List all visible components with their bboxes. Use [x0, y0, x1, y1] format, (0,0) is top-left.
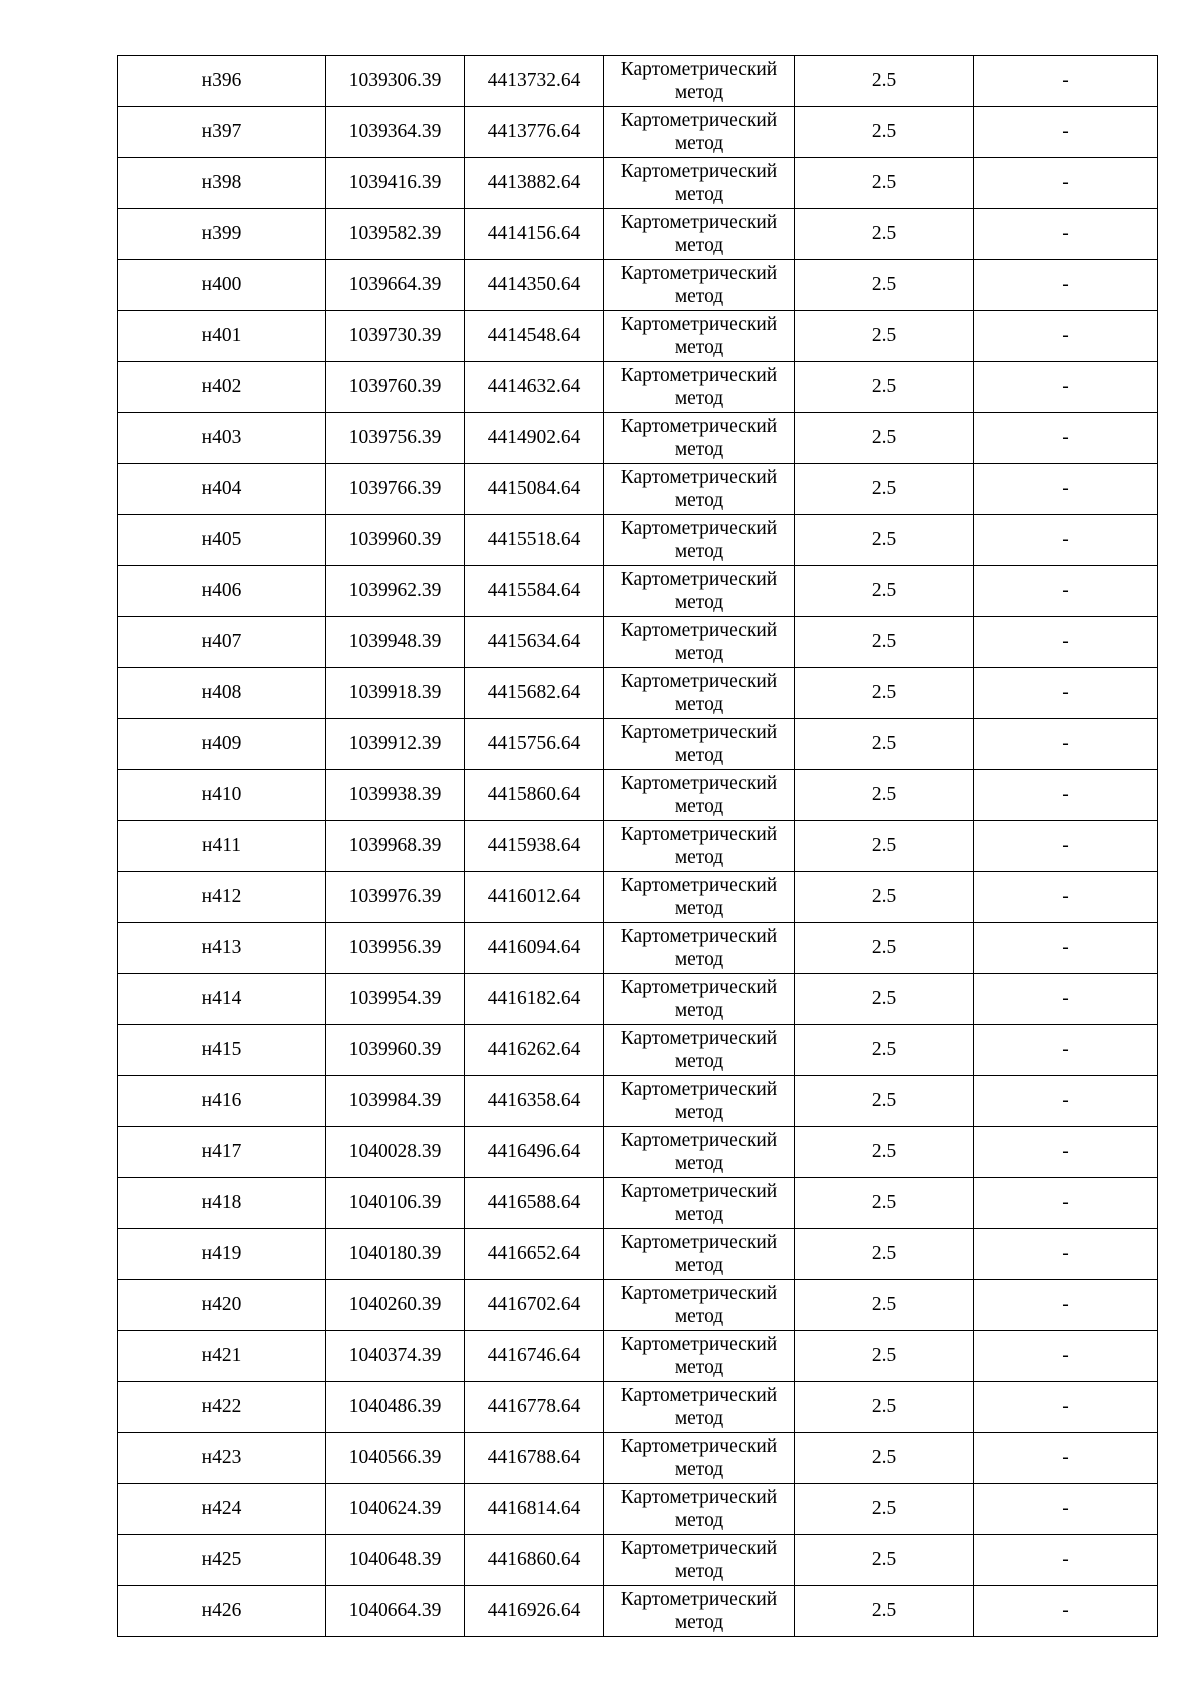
y-coordinate-cell: 4415756.64: [465, 719, 604, 770]
point-number-cell: н409: [118, 719, 326, 770]
method-cell: [604, 362, 795, 413]
table-row: [118, 974, 1158, 1025]
description-cell: -: [974, 1331, 1158, 1382]
method-text-line1: Картометрический: [620, 1333, 778, 1355]
point-number-cell: н396: [118, 56, 326, 107]
description-cell: -: [974, 1178, 1158, 1229]
method-text-line2: метод: [674, 1408, 724, 1429]
method-text-line2: метод: [674, 898, 724, 919]
x-coordinate-cell: 1040566.39: [326, 1433, 465, 1484]
accuracy-cell: 2.5: [795, 1280, 974, 1331]
accuracy-cell: 2.5: [795, 362, 974, 413]
method-cell: [604, 311, 795, 362]
y-coordinate-cell: 4415518.64: [465, 515, 604, 566]
point-number-cell: н397: [118, 107, 326, 158]
method-text-line1: Картометрический: [620, 262, 778, 284]
accuracy-cell: 2.5: [795, 1382, 974, 1433]
method-text-line1: Картометрический: [620, 1435, 778, 1457]
method-cell: [604, 1025, 795, 1076]
method-text-line1: Картометрический: [620, 313, 778, 335]
x-coordinate-cell: 1039730.39: [326, 311, 465, 362]
method-text-line1: Картометрический: [620, 619, 778, 641]
table-row: [118, 1382, 1158, 1433]
accuracy-cell: 2.5: [795, 413, 974, 464]
point-number-cell: н411: [118, 821, 326, 872]
point-number-cell: н413: [118, 923, 326, 974]
method-text-line1: Картометрический: [620, 925, 778, 947]
method-cell: [604, 1076, 795, 1127]
x-coordinate-cell: 1040664.39: [326, 1586, 465, 1637]
accuracy-cell: 2.5: [795, 974, 974, 1025]
table-row: [118, 1076, 1158, 1127]
x-coordinate-cell: 1039766.39: [326, 464, 465, 515]
method-text-line1: Картометрический: [620, 1588, 778, 1610]
point-number-cell: н416: [118, 1076, 326, 1127]
x-coordinate-cell: 1040260.39: [326, 1280, 465, 1331]
table-row: [118, 617, 1158, 668]
point-number-cell: н407: [118, 617, 326, 668]
accuracy-cell: 2.5: [795, 1076, 974, 1127]
x-coordinate-cell: 1039582.39: [326, 209, 465, 260]
accuracy-cell: 2.5: [795, 311, 974, 362]
point-number-cell: н425: [118, 1535, 326, 1586]
y-coordinate-cell: 4414350.64: [465, 260, 604, 311]
method-cell: [604, 515, 795, 566]
table-row: [118, 923, 1158, 974]
method-text-line2: метод: [674, 592, 724, 613]
accuracy-cell: 2.5: [795, 1025, 974, 1076]
method-text-line1: Картометрический: [620, 721, 778, 743]
description-cell: -: [974, 821, 1158, 872]
accuracy-cell: 2.5: [795, 923, 974, 974]
point-number-cell: н405: [118, 515, 326, 566]
y-coordinate-cell: 4416588.64: [465, 1178, 604, 1229]
method-text-line2: метод: [674, 1357, 724, 1378]
x-coordinate-cell: 1040180.39: [326, 1229, 465, 1280]
method-text-line1: Картометрический: [620, 58, 778, 80]
y-coordinate-cell: 4414548.64: [465, 311, 604, 362]
method-text-line1: Картометрический: [620, 976, 778, 998]
x-coordinate-cell: 1039984.39: [326, 1076, 465, 1127]
method-text-line2: метод: [674, 1459, 724, 1480]
y-coordinate-cell: 4415584.64: [465, 566, 604, 617]
point-number-cell: н417: [118, 1127, 326, 1178]
table-row: [118, 821, 1158, 872]
accuracy-cell: 2.5: [795, 566, 974, 617]
method-cell: [604, 1127, 795, 1178]
method-cell: [604, 719, 795, 770]
method-cell: [604, 260, 795, 311]
description-cell: -: [974, 566, 1158, 617]
method-text-line2: метод: [674, 949, 724, 970]
coordinates-table: [117, 55, 1158, 1637]
method-text-line1: Картометрический: [620, 364, 778, 386]
x-coordinate-cell: 1040648.39: [326, 1535, 465, 1586]
table-row: [118, 260, 1158, 311]
method-text-line1: Картометрический: [620, 823, 778, 845]
method-text-line2: метод: [674, 1612, 724, 1633]
x-coordinate-cell: 1039918.39: [326, 668, 465, 719]
y-coordinate-cell: 4416652.64: [465, 1229, 604, 1280]
table-row: [118, 1229, 1158, 1280]
y-coordinate-cell: 4416012.64: [465, 872, 604, 923]
y-coordinate-cell: 4416788.64: [465, 1433, 604, 1484]
method-cell: [604, 107, 795, 158]
method-cell: [604, 56, 795, 107]
method-text-line1: Картометрический: [620, 415, 778, 437]
method-text-line1: Картометрический: [620, 1180, 778, 1202]
method-text-line2: метод: [674, 337, 724, 358]
table-row: [118, 1535, 1158, 1586]
method-text-line2: метод: [674, 286, 724, 307]
x-coordinate-cell: 1039664.39: [326, 260, 465, 311]
table-row: [118, 668, 1158, 719]
method-cell: [604, 464, 795, 515]
table-row: [118, 1484, 1158, 1535]
method-text-line2: метод: [674, 847, 724, 868]
method-text-line1: Картометрический: [620, 466, 778, 488]
table-row: [118, 1331, 1158, 1382]
table-row: [118, 311, 1158, 362]
method-text-line1: Картометрический: [620, 1078, 778, 1100]
description-cell: -: [974, 1382, 1158, 1433]
method-text-line2: метод: [674, 1561, 724, 1582]
method-text-line1: Картометрический: [620, 211, 778, 233]
point-number-cell: н422: [118, 1382, 326, 1433]
x-coordinate-cell: 1039962.39: [326, 566, 465, 617]
x-coordinate-cell: 1039416.39: [326, 158, 465, 209]
accuracy-cell: 2.5: [795, 719, 974, 770]
method-text-line2: метод: [674, 1204, 724, 1225]
point-number-cell: н410: [118, 770, 326, 821]
method-cell: [604, 1535, 795, 1586]
description-cell: -: [974, 1076, 1158, 1127]
table-row: [118, 464, 1158, 515]
description-cell: -: [974, 413, 1158, 464]
y-coordinate-cell: 4416926.64: [465, 1586, 604, 1637]
method-cell: [604, 1433, 795, 1484]
point-number-cell: н406: [118, 566, 326, 617]
y-coordinate-cell: 4416496.64: [465, 1127, 604, 1178]
point-number-cell: н402: [118, 362, 326, 413]
method-text-line2: метод: [674, 745, 724, 766]
point-number-cell: н418: [118, 1178, 326, 1229]
y-coordinate-cell: 4416778.64: [465, 1382, 604, 1433]
method-text-line1: Картометрический: [620, 517, 778, 539]
y-coordinate-cell: 4416094.64: [465, 923, 604, 974]
method-cell: [604, 1178, 795, 1229]
description-cell: -: [974, 311, 1158, 362]
accuracy-cell: 2.5: [795, 1331, 974, 1382]
x-coordinate-cell: 1039364.39: [326, 107, 465, 158]
point-number-cell: н400: [118, 260, 326, 311]
table-row: [118, 56, 1158, 107]
accuracy-cell: 2.5: [795, 1433, 974, 1484]
description-cell: -: [974, 1586, 1158, 1637]
y-coordinate-cell: 4413882.64: [465, 158, 604, 209]
description-cell: -: [974, 1229, 1158, 1280]
method-text-line1: Картометрический: [620, 568, 778, 590]
point-number-cell: н412: [118, 872, 326, 923]
method-cell: [604, 1229, 795, 1280]
y-coordinate-cell: 4415860.64: [465, 770, 604, 821]
description-cell: -: [974, 107, 1158, 158]
description-cell: -: [974, 515, 1158, 566]
method-text-line1: Картометрический: [620, 1537, 778, 1559]
description-cell: -: [974, 464, 1158, 515]
method-text-line2: метод: [674, 643, 724, 664]
y-coordinate-cell: 4415938.64: [465, 821, 604, 872]
accuracy-cell: 2.5: [795, 209, 974, 260]
y-coordinate-cell: 4416814.64: [465, 1484, 604, 1535]
y-coordinate-cell: 4415682.64: [465, 668, 604, 719]
method-text-line2: метод: [674, 1255, 724, 1276]
x-coordinate-cell: 1039938.39: [326, 770, 465, 821]
y-coordinate-cell: 4416860.64: [465, 1535, 604, 1586]
method-text-line2: метод: [674, 82, 724, 103]
table-row: [118, 158, 1158, 209]
description-cell: -: [974, 158, 1158, 209]
description-cell: -: [974, 260, 1158, 311]
accuracy-cell: 2.5: [795, 617, 974, 668]
method-text-line2: метод: [674, 235, 724, 256]
x-coordinate-cell: 1039756.39: [326, 413, 465, 464]
description-cell: -: [974, 770, 1158, 821]
method-text-line1: Картометрический: [620, 160, 778, 182]
method-cell: [604, 1280, 795, 1331]
method-cell: [604, 617, 795, 668]
accuracy-cell: 2.5: [795, 158, 974, 209]
x-coordinate-cell: 1039948.39: [326, 617, 465, 668]
x-coordinate-cell: 1039960.39: [326, 515, 465, 566]
description-cell: -: [974, 1535, 1158, 1586]
method-text-line1: Картометрический: [620, 670, 778, 692]
x-coordinate-cell: 1040486.39: [326, 1382, 465, 1433]
description-cell: -: [974, 719, 1158, 770]
table-row: [118, 566, 1158, 617]
x-coordinate-cell: 1039976.39: [326, 872, 465, 923]
accuracy-cell: 2.5: [795, 1127, 974, 1178]
method-text-line1: Картометрический: [620, 1231, 778, 1253]
description-cell: -: [974, 1127, 1158, 1178]
accuracy-cell: 2.5: [795, 668, 974, 719]
y-coordinate-cell: 4413732.64: [465, 56, 604, 107]
method-text-line2: метод: [674, 1306, 724, 1327]
x-coordinate-cell: 1039960.39: [326, 1025, 465, 1076]
y-coordinate-cell: 4416358.64: [465, 1076, 604, 1127]
method-cell: [604, 158, 795, 209]
accuracy-cell: 2.5: [795, 1178, 974, 1229]
x-coordinate-cell: 1039954.39: [326, 974, 465, 1025]
method-cell: [604, 923, 795, 974]
table-row: [118, 1280, 1158, 1331]
point-number-cell: н423: [118, 1433, 326, 1484]
method-text-line2: метод: [674, 184, 724, 205]
point-number-cell: н403: [118, 413, 326, 464]
y-coordinate-cell: 4414156.64: [465, 209, 604, 260]
accuracy-cell: 2.5: [795, 1535, 974, 1586]
y-coordinate-cell: 4413776.64: [465, 107, 604, 158]
method-cell: [604, 821, 795, 872]
accuracy-cell: 2.5: [795, 1484, 974, 1535]
accuracy-cell: 2.5: [795, 821, 974, 872]
table-row: [118, 515, 1158, 566]
description-cell: -: [974, 974, 1158, 1025]
point-number-cell: н421: [118, 1331, 326, 1382]
method-text-line1: Картометрический: [620, 1129, 778, 1151]
method-text-line2: метод: [674, 490, 724, 511]
accuracy-cell: 2.5: [795, 770, 974, 821]
description-cell: -: [974, 617, 1158, 668]
table-row: [118, 719, 1158, 770]
method-text-line2: метод: [674, 439, 724, 460]
accuracy-cell: 2.5: [795, 56, 974, 107]
method-text-line1: Картометрический: [620, 1027, 778, 1049]
y-coordinate-cell: 4416746.64: [465, 1331, 604, 1382]
method-text-line2: метод: [674, 694, 724, 715]
table-row: [118, 1586, 1158, 1637]
accuracy-cell: 2.5: [795, 1229, 974, 1280]
description-cell: -: [974, 362, 1158, 413]
method-cell: [604, 209, 795, 260]
y-coordinate-cell: 4416702.64: [465, 1280, 604, 1331]
method-text-line2: метод: [674, 1153, 724, 1174]
x-coordinate-cell: 1040374.39: [326, 1331, 465, 1382]
x-coordinate-cell: 1040106.39: [326, 1178, 465, 1229]
method-text-line1: Картометрический: [620, 1282, 778, 1304]
method-text-line1: Картометрический: [620, 109, 778, 131]
method-text-line2: метод: [674, 796, 724, 817]
method-cell: [604, 1484, 795, 1535]
accuracy-cell: 2.5: [795, 260, 974, 311]
y-coordinate-cell: 4414902.64: [465, 413, 604, 464]
y-coordinate-cell: 4414632.64: [465, 362, 604, 413]
method-text-line2: метод: [674, 1000, 724, 1021]
description-cell: -: [974, 1484, 1158, 1535]
point-number-cell: н426: [118, 1586, 326, 1637]
y-coordinate-cell: 4415084.64: [465, 464, 604, 515]
method-cell: [604, 566, 795, 617]
method-cell: [604, 1382, 795, 1433]
x-coordinate-cell: 1039306.39: [326, 56, 465, 107]
x-coordinate-cell: 1040624.39: [326, 1484, 465, 1535]
x-coordinate-cell: 1040028.39: [326, 1127, 465, 1178]
method-text-line1: Картометрический: [620, 772, 778, 794]
table-row: [118, 1127, 1158, 1178]
method-cell: [604, 974, 795, 1025]
description-cell: -: [974, 56, 1158, 107]
x-coordinate-cell: 1039956.39: [326, 923, 465, 974]
description-cell: -: [974, 209, 1158, 260]
description-cell: -: [974, 1433, 1158, 1484]
y-coordinate-cell: 4416262.64: [465, 1025, 604, 1076]
method-text-line2: метод: [674, 541, 724, 562]
table-row: [118, 362, 1158, 413]
point-number-cell: н408: [118, 668, 326, 719]
y-coordinate-cell: 4415634.64: [465, 617, 604, 668]
method-cell: [604, 1586, 795, 1637]
table-row: [118, 107, 1158, 158]
method-cell: [604, 413, 795, 464]
method-cell: [604, 770, 795, 821]
table-row: [118, 1433, 1158, 1484]
table-row: [118, 1025, 1158, 1076]
description-cell: -: [974, 923, 1158, 974]
point-number-cell: н415: [118, 1025, 326, 1076]
method-cell: [604, 1331, 795, 1382]
table-row: [118, 209, 1158, 260]
method-text-line2: метод: [674, 1102, 724, 1123]
method-cell: [604, 668, 795, 719]
point-number-cell: н404: [118, 464, 326, 515]
point-number-cell: н398: [118, 158, 326, 209]
table-row: [118, 413, 1158, 464]
x-coordinate-cell: 1039968.39: [326, 821, 465, 872]
method-cell: [604, 872, 795, 923]
description-cell: -: [974, 668, 1158, 719]
accuracy-cell: 2.5: [795, 515, 974, 566]
method-text-line1: Картометрический: [620, 1384, 778, 1406]
table-row: [118, 872, 1158, 923]
table-row: [118, 1178, 1158, 1229]
coordinates-table-body: [118, 56, 1158, 1637]
table-row: [118, 770, 1158, 821]
method-text-line2: метод: [674, 133, 724, 154]
y-coordinate-cell: 4416182.64: [465, 974, 604, 1025]
method-text-line2: метод: [674, 1051, 724, 1072]
description-cell: -: [974, 1280, 1158, 1331]
x-coordinate-cell: 1039912.39: [326, 719, 465, 770]
method-text-line2: метод: [674, 1510, 724, 1531]
point-number-cell: н399: [118, 209, 326, 260]
point-number-cell: н401: [118, 311, 326, 362]
description-cell: -: [974, 872, 1158, 923]
description-cell: -: [974, 1025, 1158, 1076]
point-number-cell: н414: [118, 974, 326, 1025]
point-number-cell: н419: [118, 1229, 326, 1280]
x-coordinate-cell: 1039760.39: [326, 362, 465, 413]
accuracy-cell: 2.5: [795, 1586, 974, 1637]
point-number-cell: н420: [118, 1280, 326, 1331]
accuracy-cell: 2.5: [795, 107, 974, 158]
point-number-cell: н424: [118, 1484, 326, 1535]
method-text-line1: Картометрический: [620, 1486, 778, 1508]
method-text-line2: метод: [674, 388, 724, 409]
method-text-line1: Картометрический: [620, 874, 778, 896]
accuracy-cell: 2.5: [795, 464, 974, 515]
accuracy-cell: 2.5: [795, 872, 974, 923]
